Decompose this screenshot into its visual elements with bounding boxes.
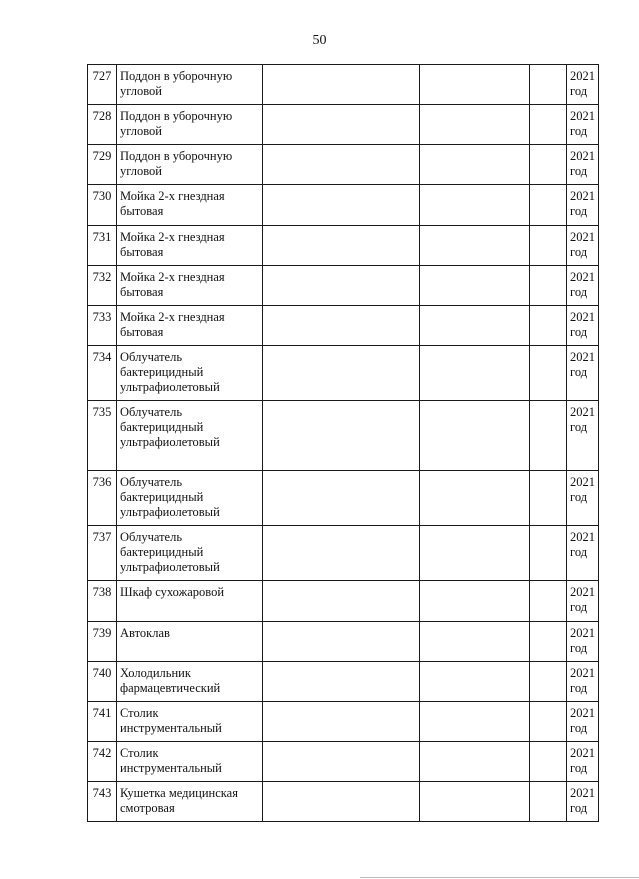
table-row <box>88 662 599 702</box>
row-number: 743 <box>88 782 117 822</box>
table-row <box>88 526 599 581</box>
item-name: Поддон в уборочную угловой <box>117 145 263 185</box>
empty-cell <box>530 782 567 822</box>
empty-cell <box>263 471 420 526</box>
table-row <box>88 401 599 471</box>
empty-cell <box>530 662 567 702</box>
table-row <box>88 346 599 401</box>
empty-cell <box>420 185 530 226</box>
empty-cell <box>263 581 420 622</box>
row-number: 742 <box>88 742 117 782</box>
empty-cell <box>530 306 567 346</box>
year-cell: 2021 год <box>567 185 599 226</box>
empty-cell <box>530 702 567 742</box>
year-cell: 2021 год <box>567 782 599 822</box>
empty-cell <box>420 622 530 662</box>
empty-cell <box>263 145 420 185</box>
item-name: Мойка 2-х гнездная бытовая <box>117 306 263 346</box>
item-name: Мойка 2-х гнездная бытовая <box>117 226 263 266</box>
empty-cell <box>263 65 420 105</box>
item-name: Облучатель бактерицидный ультрафиолетовый <box>117 471 263 526</box>
item-name: Облучатель бактерицидный ультрафиолетовый <box>117 526 263 581</box>
year-cell: 2021 год <box>567 662 599 702</box>
item-name: Облучатель бактерицидный ультрафиолетовый <box>117 401 263 471</box>
empty-cell <box>530 65 567 105</box>
year-cell: 2021 год <box>567 306 599 346</box>
empty-cell <box>420 306 530 346</box>
empty-cell <box>263 742 420 782</box>
year-cell: 2021 год <box>567 145 599 185</box>
row-number: 735 <box>88 401 117 471</box>
page-number: 50 <box>312 33 327 48</box>
empty-cell <box>530 105 567 145</box>
empty-cell <box>530 471 567 526</box>
empty-cell <box>263 782 420 822</box>
item-name: Автоклав <box>117 622 263 662</box>
row-number: 732 <box>88 266 117 306</box>
row-number: 733 <box>88 306 117 346</box>
empty-cell <box>420 346 530 401</box>
year-cell: 2021 год <box>567 226 599 266</box>
empty-cell <box>420 471 530 526</box>
empty-cell <box>263 622 420 662</box>
table-row <box>88 226 599 266</box>
row-number: 731 <box>88 226 117 266</box>
empty-cell <box>420 702 530 742</box>
item-name: Холодильник фармацевтический <box>117 662 263 702</box>
table-row <box>88 742 599 782</box>
empty-cell <box>420 145 530 185</box>
item-name: Мойка 2-х гнездная бытовая <box>117 266 263 306</box>
item-name: Столик инструментальный <box>117 742 263 782</box>
empty-cell <box>420 742 530 782</box>
item-name: Столик инструментальный <box>117 702 263 742</box>
year-cell: 2021 год <box>567 346 599 401</box>
empty-cell <box>530 266 567 306</box>
empty-cell <box>263 105 420 145</box>
empty-cell <box>420 782 530 822</box>
year-cell: 2021 год <box>567 526 599 581</box>
year-cell: 2021 год <box>567 65 599 105</box>
empty-cell <box>530 145 567 185</box>
table-row <box>88 782 599 822</box>
row-number: 740 <box>88 662 117 702</box>
empty-cell <box>530 346 567 401</box>
table-row <box>88 471 599 526</box>
row-number: 729 <box>88 145 117 185</box>
scan-edge-line <box>360 877 639 878</box>
empty-cell <box>530 742 567 782</box>
table-row <box>88 702 599 742</box>
table-row <box>88 105 599 145</box>
table-row <box>88 185 599 226</box>
year-cell: 2021 год <box>567 401 599 471</box>
empty-cell <box>420 226 530 266</box>
row-number: 737 <box>88 526 117 581</box>
empty-cell <box>530 185 567 226</box>
empty-cell <box>420 526 530 581</box>
empty-cell <box>530 622 567 662</box>
row-number: 738 <box>88 581 117 622</box>
empty-cell <box>420 581 530 622</box>
empty-cell <box>263 662 420 702</box>
empty-cell <box>530 581 567 622</box>
empty-cell <box>263 702 420 742</box>
item-name: Поддон в уборочную угловой <box>117 65 263 105</box>
empty-cell <box>263 226 420 266</box>
year-cell: 2021 год <box>567 105 599 145</box>
empty-cell <box>530 226 567 266</box>
empty-cell <box>263 185 420 226</box>
row-number: 739 <box>88 622 117 662</box>
year-cell: 2021 год <box>567 471 599 526</box>
table-row <box>88 145 599 185</box>
year-cell: 2021 год <box>567 266 599 306</box>
empty-cell <box>420 105 530 145</box>
table-row <box>88 65 599 105</box>
row-number: 728 <box>88 105 117 145</box>
empty-cell <box>420 401 530 471</box>
item-name: Поддон в уборочную угловой <box>117 105 263 145</box>
item-name: Шкаф сухожаровой <box>117 581 263 622</box>
empty-cell <box>263 306 420 346</box>
empty-cell <box>263 346 420 401</box>
item-name: Облучатель бактерицидный ультрафиолетовый <box>117 346 263 401</box>
equipment-table <box>87 64 599 822</box>
empty-cell <box>420 65 530 105</box>
item-name: Мойка 2-х гнездная бытовая <box>117 185 263 226</box>
empty-cell <box>420 266 530 306</box>
year-cell: 2021 год <box>567 702 599 742</box>
year-cell: 2021 год <box>567 581 599 622</box>
year-cell: 2021 год <box>567 622 599 662</box>
empty-cell <box>530 401 567 471</box>
year-cell: 2021 год <box>567 742 599 782</box>
empty-cell <box>530 526 567 581</box>
table-row <box>88 581 599 622</box>
row-number: 730 <box>88 185 117 226</box>
row-number: 736 <box>88 471 117 526</box>
row-number: 741 <box>88 702 117 742</box>
item-name: Кушетка медицинская смотровая <box>117 782 263 822</box>
empty-cell <box>263 526 420 581</box>
table-row <box>88 622 599 662</box>
empty-cell <box>263 401 420 471</box>
table-row <box>88 306 599 346</box>
table-row <box>88 266 599 306</box>
empty-cell <box>420 662 530 702</box>
empty-cell <box>263 266 420 306</box>
row-number: 727 <box>88 65 117 105</box>
row-number: 734 <box>88 346 117 401</box>
